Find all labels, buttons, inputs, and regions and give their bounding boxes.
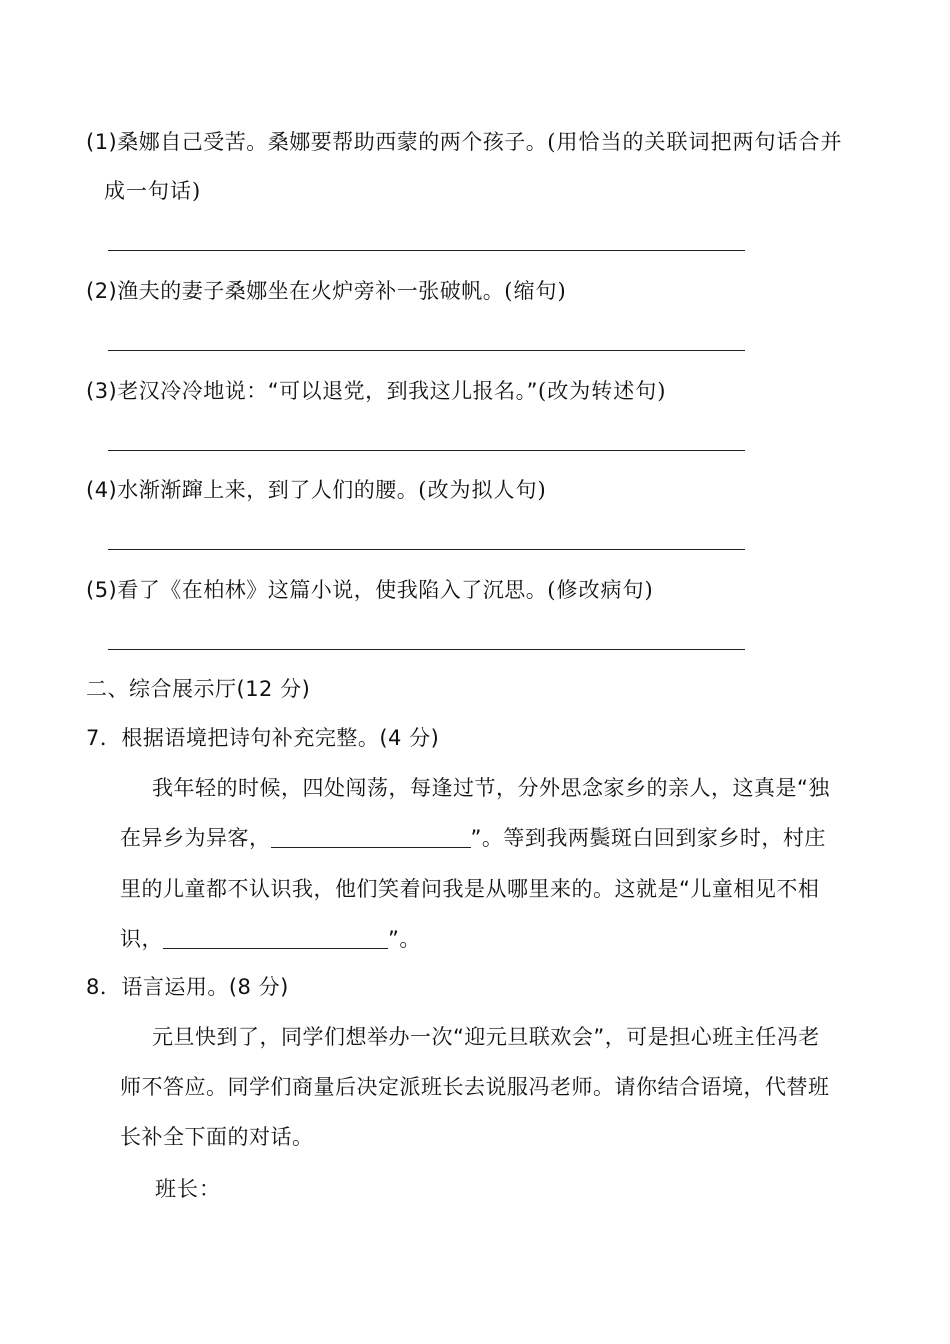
section-2-title: 二、综合展示厅(12 分) — [86, 677, 311, 701]
exercise-3-sentence: 老汉冷冷地说：“可以退党，到我这儿报名。” — [117, 379, 539, 403]
exercise-2 — [86, 276, 567, 306]
answer-line-1[interactable] — [108, 250, 745, 251]
exercise-4-instruction: (改为拟人句) — [418, 478, 547, 502]
question-8-line-2: 师不答应。同学们商量后决定派班长去说服冯老师。请你结合语境，代替班 — [120, 1075, 830, 1099]
question-7-line-4-start: 识， — [120, 927, 163, 951]
question-7-line-2-end: ”。等到我两鬓斑白回到家乡时，村庄 — [470, 826, 826, 850]
exercise-1-instruction: (用恰当的关联词把两句话合并 — [547, 130, 843, 154]
question-7-line-4 — [120, 924, 421, 954]
question-7-line-4-end: ”。 — [388, 927, 421, 951]
question-8-line-1: 元旦快到了，同学们想举办一次“迎元旦联欢会”，可是担心班主任冯老 — [152, 1025, 820, 1049]
answer-line-2[interactable] — [108, 350, 745, 351]
question-7-line-2-start: 在异乡为异客， — [120, 826, 271, 850]
poem-blank-2[interactable] — [163, 926, 388, 949]
exercise-5 — [86, 575, 654, 605]
exercise-2-sentence: 渔夫的妻子桑娜坐在火炉旁补一张破帆。 — [117, 279, 505, 303]
answer-line-4[interactable] — [108, 549, 745, 550]
exercise-1 — [86, 127, 842, 157]
exercise-2-instruction: (缩句) — [504, 279, 567, 303]
dialogue-speaker-monitor: 班长： — [155, 1177, 221, 1201]
question-7-heading: 7．根据语境把诗句补充完整。(4 分) — [86, 726, 440, 750]
question-8-heading: 8．语言运用。(8 分) — [86, 975, 289, 999]
exercise-5-number: (5) — [86, 578, 118, 602]
question-7-line-1: 我年轻的时候，四处闯荡，每逢过节，分外思念家乡的亲人，这真是“独 — [152, 776, 830, 800]
exercise-1-instruction-continued: 成一句话) — [104, 179, 202, 203]
exercise-5-instruction: (修改病句) — [547, 578, 654, 602]
answer-line-3[interactable] — [108, 450, 745, 451]
question-8-line-3: 长补全下面的对话。 — [120, 1125, 314, 1149]
question-7-line-3: 里的儿童都不认识我，他们笑着问我是从哪里来的。这就是“儿童相见不相 — [120, 877, 820, 901]
exercise-3-instruction: (改为转述句) — [538, 379, 667, 403]
exercise-1-sentence: 桑娜自己受苦。桑娜要帮助西蒙的两个孩子。 — [117, 130, 548, 154]
exercise-4 — [86, 475, 547, 505]
exercise-3 — [86, 376, 666, 406]
exercise-5-sentence: 看了《在柏林》这篇小说，使我陷入了沉思。 — [117, 578, 548, 602]
exercise-2-number: (2) — [86, 279, 118, 303]
exercise-4-sentence: 水渐渐蹿上来，到了人们的腰。 — [117, 478, 419, 502]
exercise-1-number: (1) — [86, 130, 118, 154]
question-7-line-2 — [120, 823, 826, 853]
exercise-3-number: (3) — [86, 379, 118, 403]
poem-blank-1[interactable] — [271, 825, 471, 848]
exercise-4-number: (4) — [86, 478, 118, 502]
answer-line-5[interactable] — [108, 649, 745, 650]
